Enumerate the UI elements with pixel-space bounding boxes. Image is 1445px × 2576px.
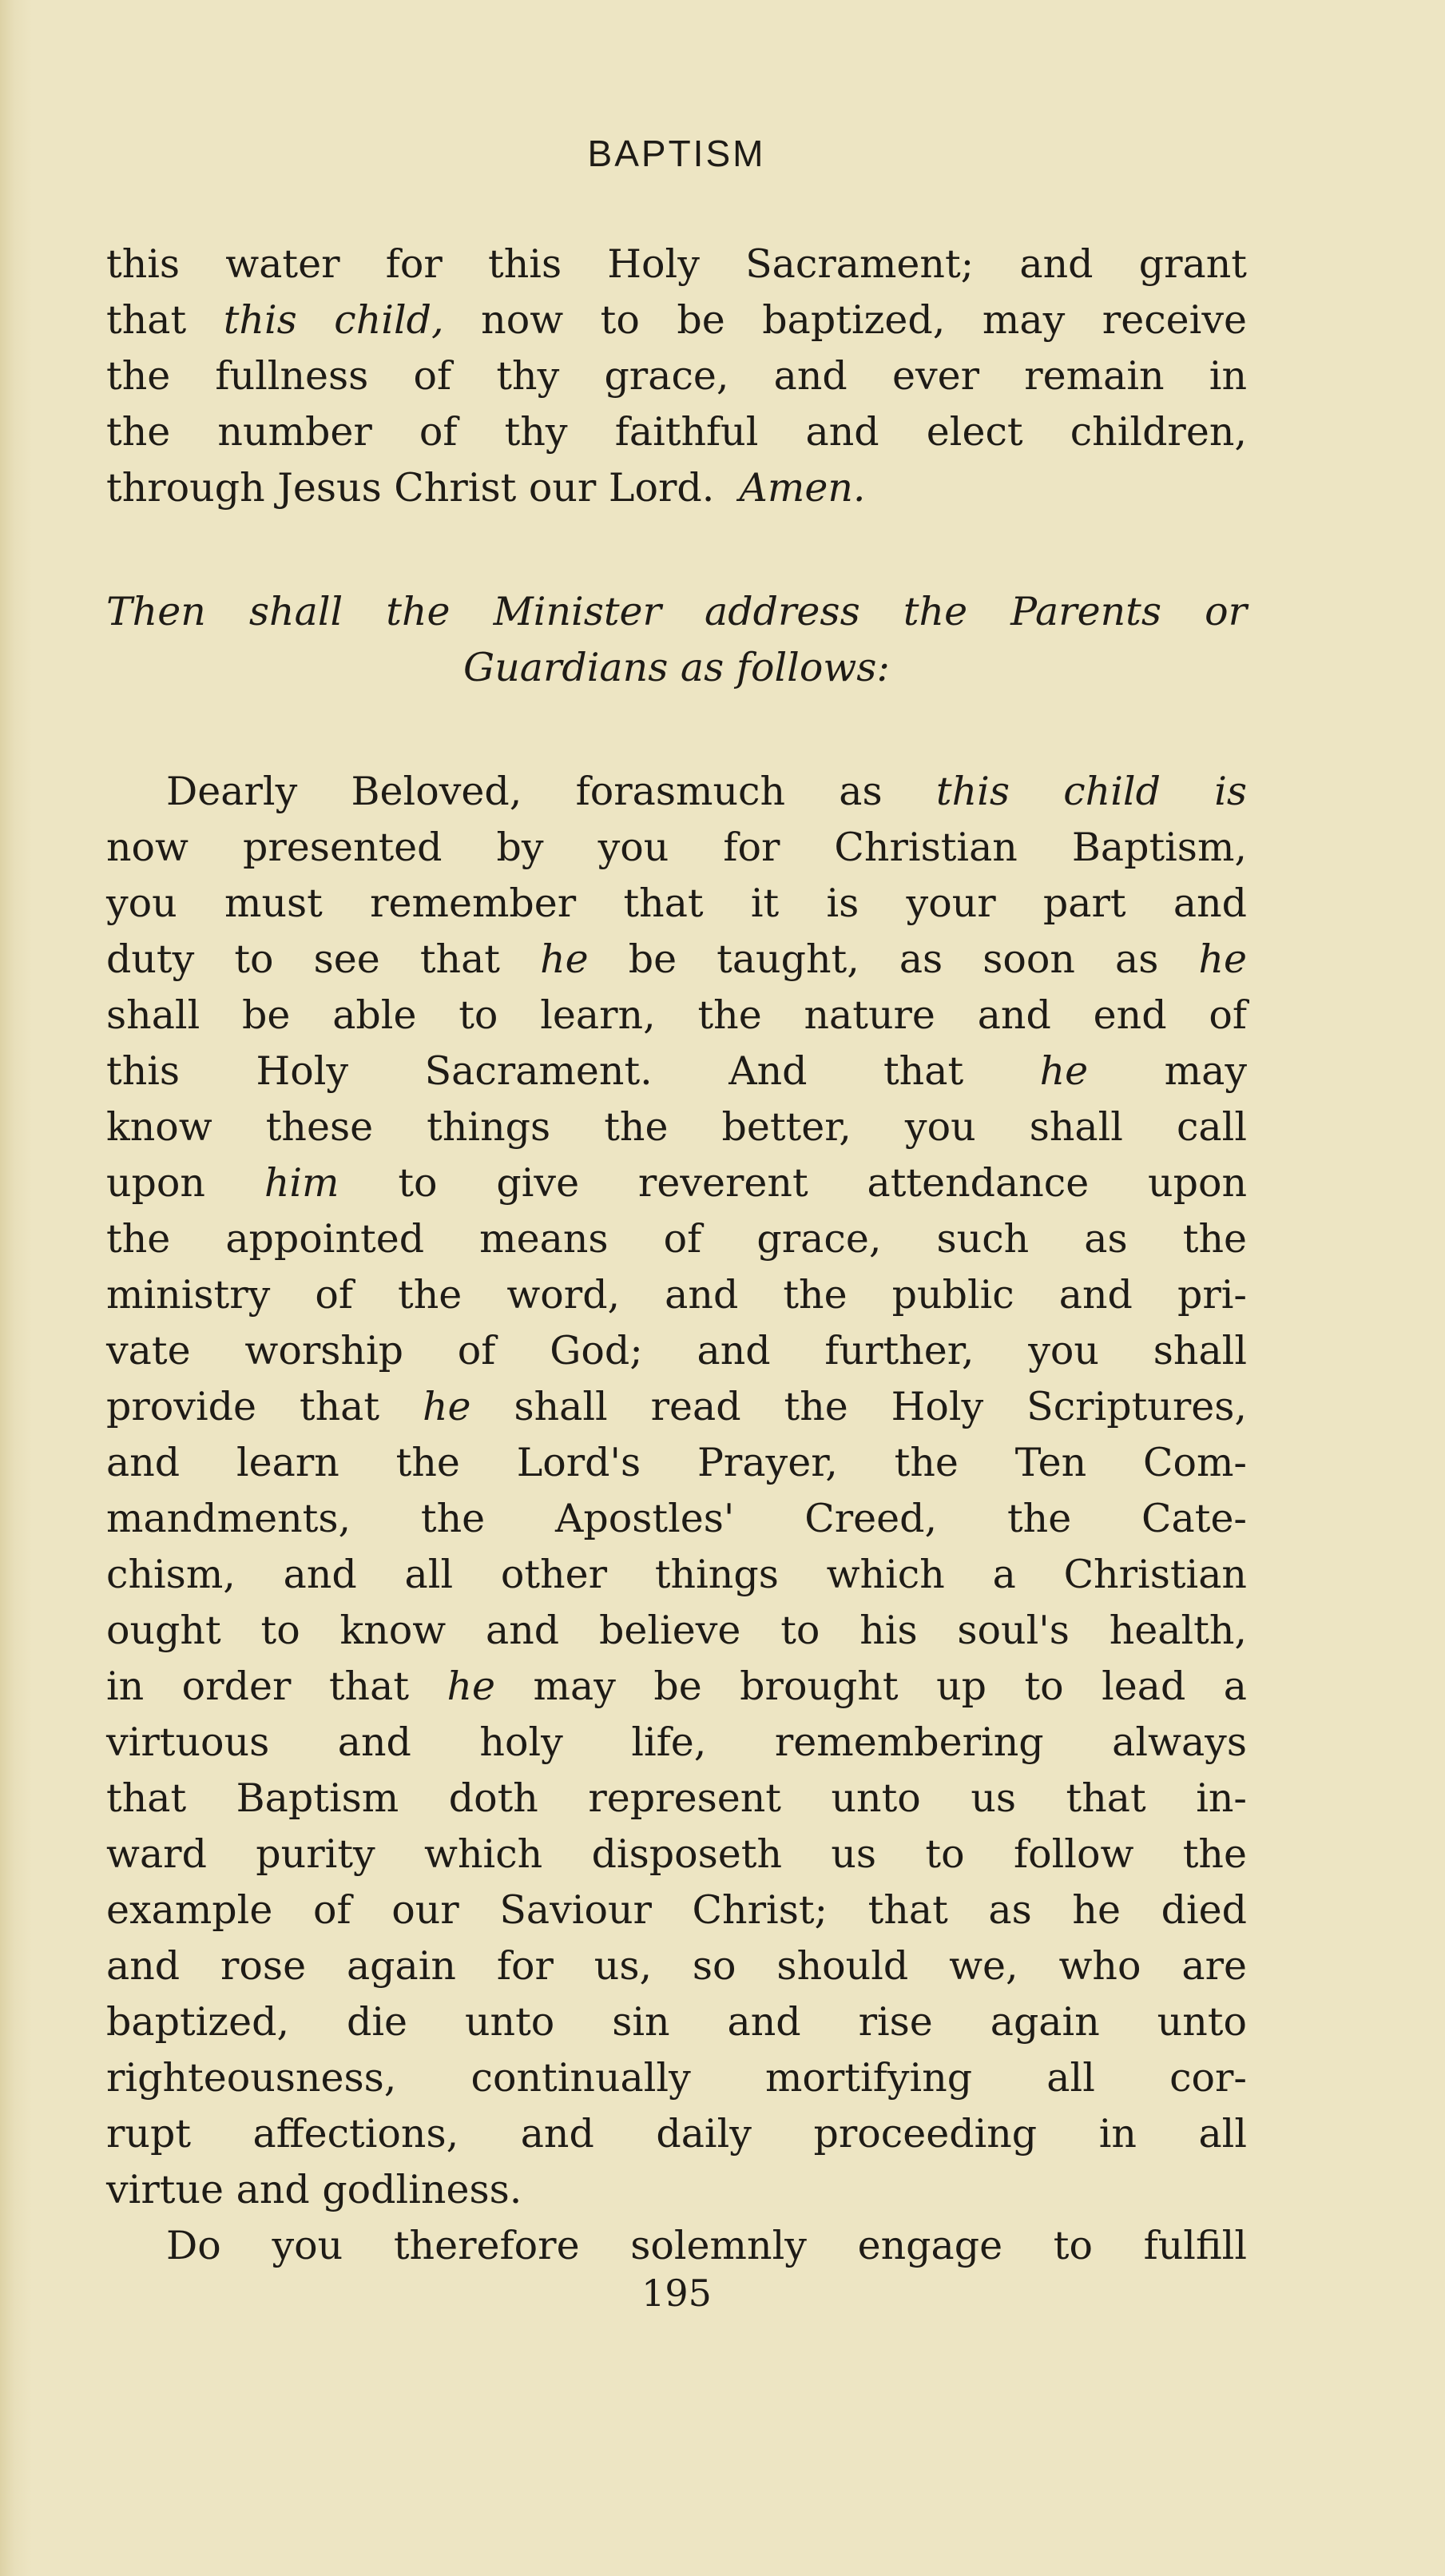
- address-line-7: know these things the better, you shall call: [106, 1104, 1247, 1150]
- address-line-13: and learn the Lord's Prayer, the Ten Com-: [106, 1440, 1247, 1485]
- address-line-18: virtuous and holy life, remembering always: [106, 1719, 1247, 1765]
- address-line-14: mandments, the Apostles' Creed, the Cate-: [106, 1496, 1247, 1541]
- prayer-line-3: the fullness of thy grace, and ever remain in: [106, 353, 1247, 399]
- prayer-line-1: this water for this Holy Sacrament; and grant: [106, 241, 1247, 287]
- prayer-line-2: that this child, now to be baptized, may receive: [106, 297, 1248, 343]
- address-line-4: duty to see that he be taught, as soon as he: [106, 936, 1248, 982]
- address-line-24: righteousness, continually mortifying all cor-: [106, 2055, 1247, 2101]
- italic-this-child: this child,: [223, 297, 444, 343]
- address-line-5: shall be able to learn, the nature and end of: [106, 992, 1247, 1038]
- prayer-line-4: the number of thy faithful and elect children,: [106, 409, 1247, 455]
- address-line-8: upon him to give reverent attendance upon: [106, 1160, 1248, 1206]
- address-line-19: that Baptism doth represent unto us that in-: [106, 1775, 1247, 1821]
- running-head: BAPTISM: [587, 133, 766, 174]
- address-line-26: virtue and godliness.: [106, 2167, 522, 2212]
- address-line-11: vate worship of God; and further, you shall: [106, 1328, 1247, 1373]
- address-line-2: now presented by you for Christian Baptism,: [106, 825, 1247, 870]
- address-line-16: ought to know and believe to his soul's health,: [106, 1608, 1247, 1653]
- address-line-17: in order that he may be brought up to lead a: [106, 1664, 1248, 1709]
- address-line-15: chism, and all other things which a Christian: [106, 1552, 1247, 1597]
- address-line-12: provide that he shall read the Holy Scriptures,: [106, 1384, 1247, 1429]
- page-number: 195: [641, 2272, 712, 2315]
- address-line-25: rupt affections, and daily proceeding in all: [106, 2111, 1247, 2157]
- question-line: Do you therefore solemnly engage to fulfill: [166, 2223, 1247, 2268]
- address-line-6: this Holy Sacrament. And that he may: [106, 1048, 1247, 1094]
- amen: Amen.: [739, 465, 866, 511]
- address-line-23: baptized, die unto sin and rise again unto: [106, 1999, 1247, 2045]
- address-line-10: ministry of the word, and the public and pri-: [106, 1272, 1247, 1318]
- rubric-line-1: Then shall the Minister address the Parents or: [106, 589, 1247, 634]
- address-line-1: Dearly Beloved, forasmuch as this child is: [166, 769, 1248, 814]
- address-line-22: and rose again for us, so should we, who are: [106, 1943, 1247, 1989]
- prayer-line-5: through Jesus Christ our Lord. Amen.: [106, 465, 866, 511]
- address-line-9: the appointed means of grace, such as the: [106, 1216, 1247, 1262]
- address-line-3: you must remember that it is your part and: [106, 881, 1247, 926]
- address-line-20: ward purity which disposeth us to follow the: [106, 1831, 1247, 1877]
- rubric-line-2: Guardians as follows:: [463, 645, 890, 690]
- address-line-21: example of our Saviour Christ; that as he died: [106, 1887, 1247, 1933]
